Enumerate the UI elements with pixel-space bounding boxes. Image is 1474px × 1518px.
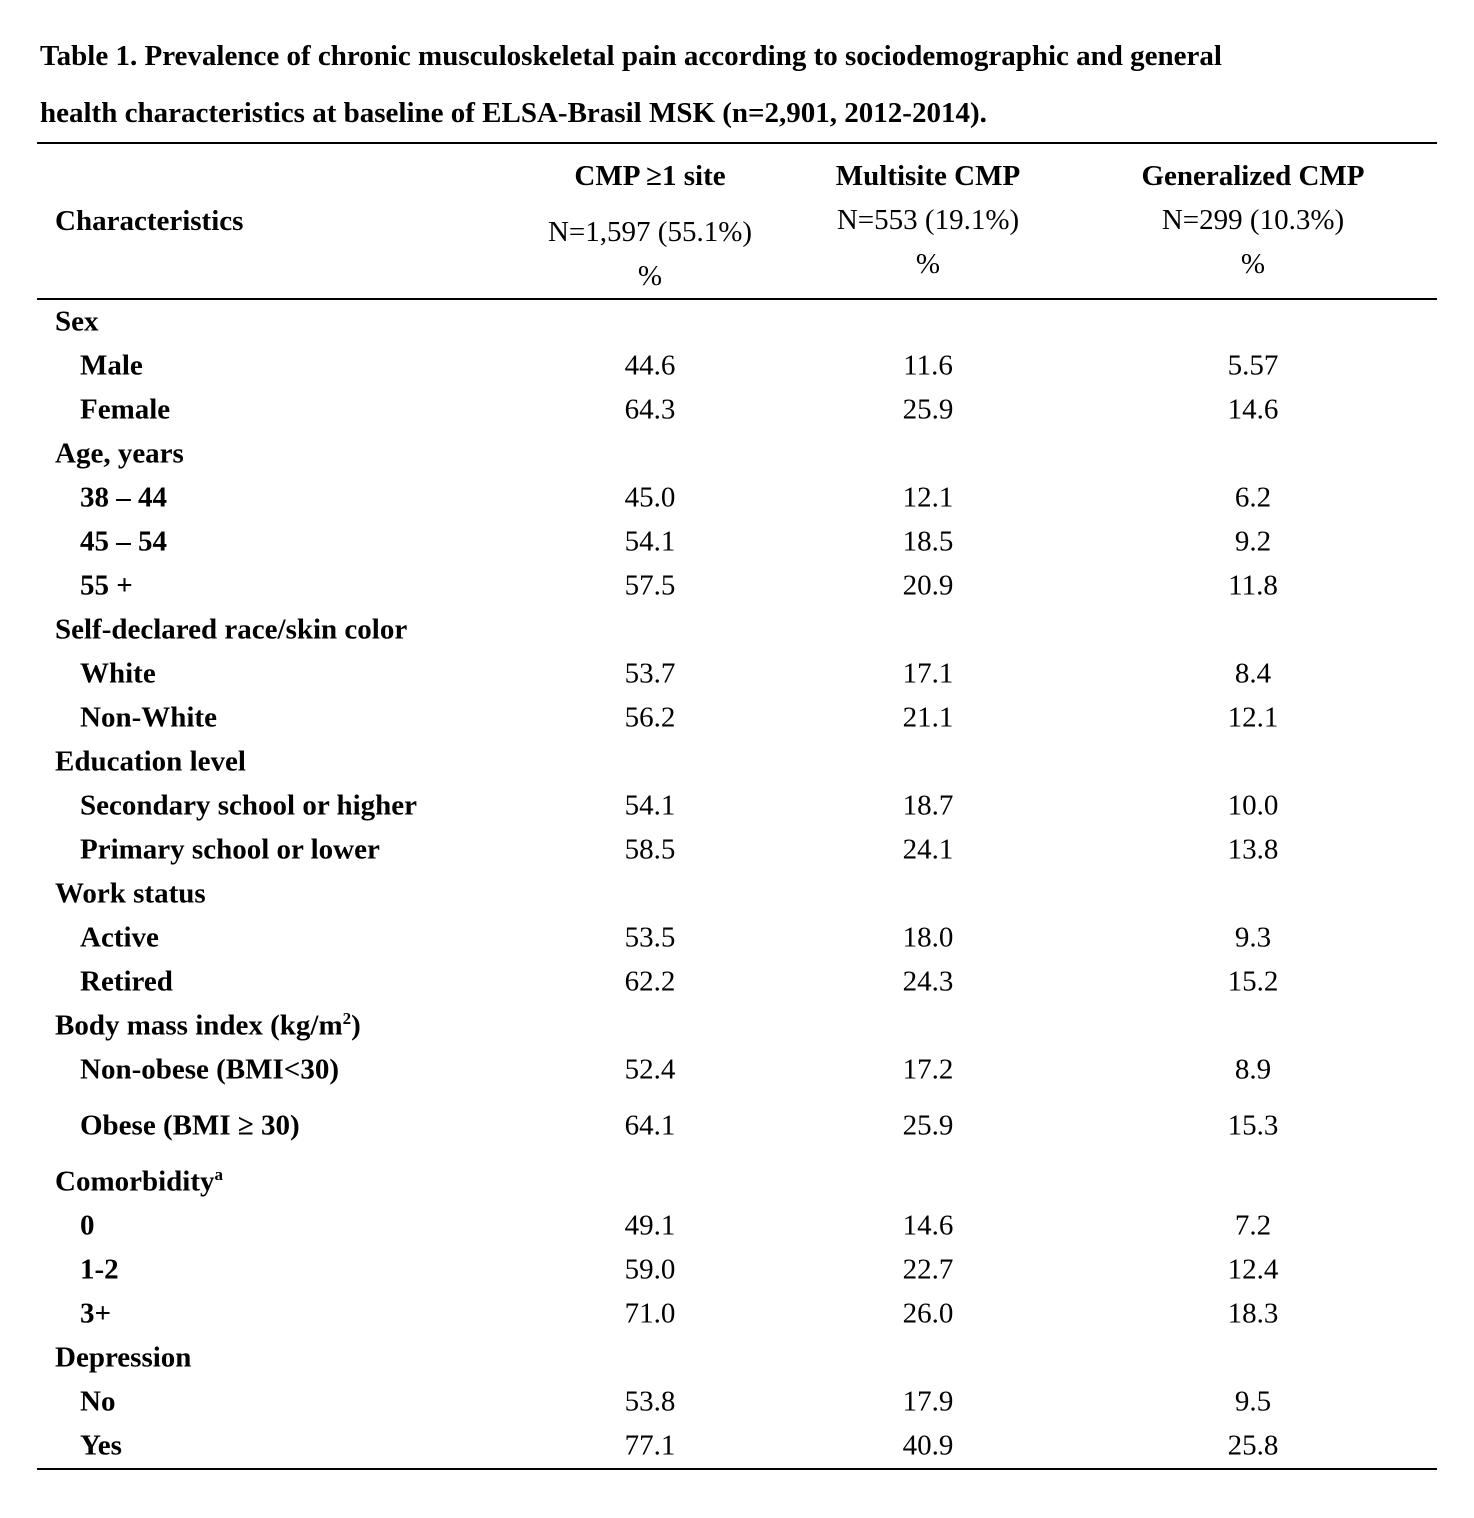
row-label-suffix: ) bbox=[351, 1009, 361, 1042]
multisite-cmp-value: 26.0 bbox=[902, 1297, 954, 1330]
cmp-1-site-value: 77.1 bbox=[624, 1429, 676, 1462]
row-label-text: Comorbidity bbox=[55, 1165, 215, 1198]
row-label-text: Yes bbox=[80, 1429, 122, 1462]
table-row bbox=[37, 652, 1437, 696]
generalized-cmp-value: 12.4 bbox=[1227, 1253, 1279, 1286]
column-name: Multisite CMP bbox=[835, 160, 1021, 192]
multisite-cmp-value: 20.9 bbox=[902, 569, 954, 602]
multisite-cmp-value: 22.7 bbox=[902, 1253, 954, 1286]
multisite-cmp-value: 25.9 bbox=[902, 393, 954, 426]
row-label bbox=[55, 746, 246, 779]
generalized-cmp-value: 9.3 bbox=[1234, 921, 1272, 954]
cmp-1-site-value: 71.0 bbox=[624, 1297, 676, 1330]
row-label-text: 1-2 bbox=[80, 1253, 119, 1286]
generalized-cmp-value: 7.2 bbox=[1234, 1209, 1272, 1242]
row-label bbox=[55, 1342, 191, 1375]
table-row bbox=[37, 344, 1437, 388]
group-header-row bbox=[37, 1336, 1437, 1380]
cmp-1-site-value: 53.8 bbox=[624, 1385, 676, 1418]
superscript: a bbox=[214, 1164, 223, 1184]
row-label-text: Secondary school or higher bbox=[80, 789, 417, 822]
cmp-1-site-value: 64.1 bbox=[624, 1109, 676, 1142]
header-cmp-1-site bbox=[500, 154, 800, 298]
title-line-2: health characteristics at baseline of ELSA-Brasil MSK (n=2,901, 2012-2014). bbox=[40, 97, 987, 129]
row-label-text: Age, years bbox=[55, 437, 184, 470]
multisite-cmp-value: 24.1 bbox=[902, 833, 954, 866]
row-label-text: Self-declared race/skin color bbox=[55, 613, 408, 646]
header-multisite-cmp bbox=[778, 154, 1078, 286]
row-label-text: Primary school or lower bbox=[80, 833, 380, 866]
table-row bbox=[37, 388, 1437, 432]
prevalence-table bbox=[37, 142, 1437, 1470]
table-row bbox=[37, 476, 1437, 520]
row-label-text: Work status bbox=[55, 877, 206, 910]
row-label-text: Depression bbox=[55, 1341, 192, 1374]
generalized-cmp-value: 11.8 bbox=[1228, 569, 1278, 602]
cmp-1-site-value: 49.1 bbox=[624, 1209, 676, 1242]
column-unit: % bbox=[637, 260, 663, 292]
column-unit: % bbox=[1240, 248, 1266, 280]
group-header-row bbox=[37, 1160, 1437, 1204]
generalized-cmp-value: 15.3 bbox=[1227, 1109, 1279, 1142]
generalized-cmp-value: 25.8 bbox=[1227, 1429, 1279, 1462]
table-body bbox=[37, 300, 1437, 1468]
row-label-text: Obese (BMI ≥ 30) bbox=[80, 1109, 300, 1142]
row-label-text: Non-obese (BMI<30) bbox=[80, 1053, 339, 1086]
column-n: N=553 (19.1%) bbox=[836, 204, 1020, 236]
row-label-text: Active bbox=[80, 921, 159, 954]
column-n: N=1,597 (55.1%) bbox=[547, 216, 753, 248]
multisite-cmp-value: 25.9 bbox=[902, 1109, 954, 1142]
table-row bbox=[37, 1248, 1437, 1292]
generalized-cmp-value: 12.1 bbox=[1227, 701, 1279, 734]
row-label-text: 38 – 44 bbox=[80, 481, 167, 514]
cmp-1-site-value: 58.5 bbox=[624, 833, 676, 866]
cmp-1-site-value: 64.3 bbox=[624, 393, 676, 426]
table-row bbox=[37, 1380, 1437, 1424]
cmp-1-site-value: 52.4 bbox=[624, 1053, 676, 1086]
row-label-text: Male bbox=[80, 349, 143, 382]
cmp-1-site-value: 56.2 bbox=[624, 701, 676, 734]
row-label-text: Sex bbox=[55, 305, 99, 338]
table-row bbox=[37, 1092, 1437, 1160]
row-label-text: Female bbox=[80, 393, 171, 426]
row-label bbox=[80, 966, 173, 999]
table-row bbox=[37, 1424, 1437, 1468]
row-label bbox=[80, 526, 167, 559]
generalized-cmp-value: 9.5 bbox=[1234, 1385, 1272, 1418]
row-label bbox=[55, 306, 99, 339]
row-label bbox=[80, 1054, 339, 1087]
bottom-rule bbox=[37, 1468, 1437, 1470]
row-label bbox=[80, 394, 170, 427]
cmp-1-site-value: 53.5 bbox=[624, 921, 676, 954]
row-label bbox=[55, 1166, 223, 1199]
generalized-cmp-value: 10.0 bbox=[1227, 789, 1279, 822]
row-label bbox=[55, 614, 407, 647]
row-label bbox=[80, 1386, 115, 1419]
multisite-cmp-value: 17.9 bbox=[902, 1385, 954, 1418]
row-label-text: 0 bbox=[80, 1209, 95, 1242]
generalized-cmp-value: 8.4 bbox=[1234, 657, 1272, 690]
header-generalized-cmp bbox=[1103, 154, 1403, 286]
cmp-1-site-value: 53.7 bbox=[624, 657, 676, 690]
generalized-cmp-value: 8.9 bbox=[1234, 1053, 1272, 1086]
multisite-cmp-value: 18.0 bbox=[902, 921, 954, 954]
row-label-text: Non-White bbox=[80, 701, 217, 734]
row-label bbox=[55, 438, 184, 471]
table-row bbox=[37, 564, 1437, 608]
cmp-1-site-value: 45.0 bbox=[624, 481, 676, 514]
group-header-row bbox=[37, 740, 1437, 784]
row-label bbox=[80, 1298, 111, 1331]
table-row bbox=[37, 784, 1437, 828]
multisite-cmp-value: 24.3 bbox=[902, 965, 954, 998]
row-label bbox=[80, 658, 156, 691]
cmp-1-site-value: 44.6 bbox=[624, 349, 676, 382]
multisite-cmp-value: 18.7 bbox=[902, 789, 954, 822]
row-label-text: Retired bbox=[80, 965, 173, 998]
generalized-cmp-value: 5.57 bbox=[1227, 349, 1279, 382]
table-row bbox=[37, 960, 1437, 1004]
table-row bbox=[37, 828, 1437, 872]
column-name: Generalized CMP bbox=[1141, 160, 1365, 192]
multisite-cmp-value: 40.9 bbox=[902, 1429, 954, 1462]
group-header-row bbox=[37, 300, 1437, 344]
row-label-text: Body mass index (kg/m bbox=[55, 1009, 343, 1042]
row-label bbox=[55, 878, 206, 911]
generalized-cmp-value: 6.2 bbox=[1234, 481, 1272, 514]
table-header bbox=[37, 144, 1437, 298]
cmp-1-site-value: 54.1 bbox=[624, 525, 676, 558]
generalized-cmp-value: 14.6 bbox=[1227, 393, 1279, 426]
table-row bbox=[37, 1048, 1437, 1092]
table-row bbox=[37, 696, 1437, 740]
multisite-cmp-value: 18.5 bbox=[902, 525, 954, 558]
generalized-cmp-value: 18.3 bbox=[1227, 1297, 1279, 1330]
row-label bbox=[80, 790, 417, 823]
column-unit: % bbox=[915, 248, 941, 280]
cmp-1-site-value: 62.2 bbox=[624, 965, 676, 998]
multisite-cmp-value: 21.1 bbox=[902, 701, 954, 734]
group-header-row bbox=[37, 872, 1437, 916]
generalized-cmp-value: 9.2 bbox=[1234, 525, 1272, 558]
row-label-text: 3+ bbox=[80, 1297, 112, 1330]
row-label bbox=[80, 1110, 300, 1143]
multisite-cmp-value: 17.1 bbox=[902, 657, 954, 690]
column-name: CMP ≥1 site bbox=[574, 160, 726, 192]
multisite-cmp-value: 12.1 bbox=[902, 481, 954, 514]
cmp-1-site-value: 54.1 bbox=[624, 789, 676, 822]
multisite-cmp-value: 11.6 bbox=[903, 349, 953, 382]
row-label bbox=[55, 1010, 361, 1043]
group-header-row bbox=[37, 608, 1437, 652]
row-label bbox=[80, 570, 133, 603]
generalized-cmp-value: 15.2 bbox=[1227, 965, 1279, 998]
multisite-cmp-value: 17.2 bbox=[902, 1053, 954, 1086]
row-label-text: 45 – 54 bbox=[80, 525, 167, 558]
row-label-text: No bbox=[80, 1385, 116, 1418]
cmp-1-site-value: 57.5 bbox=[624, 569, 676, 602]
title-line-1: Table 1. Prevalence of chronic musculoskeletal pain according to sociodemographic and general bbox=[40, 40, 1222, 72]
table-row bbox=[37, 520, 1437, 564]
row-label bbox=[80, 1210, 95, 1243]
row-label bbox=[80, 834, 380, 867]
generalized-cmp-value: 13.8 bbox=[1227, 833, 1279, 866]
row-label bbox=[80, 350, 143, 383]
row-label-text: 55 + bbox=[80, 569, 133, 602]
row-label-text: White bbox=[80, 657, 156, 690]
column-n: N=299 (10.3%) bbox=[1161, 204, 1345, 236]
row-label bbox=[80, 922, 159, 955]
table-row bbox=[37, 916, 1437, 960]
table-row bbox=[37, 1204, 1437, 1248]
row-label bbox=[80, 1430, 122, 1463]
row-label bbox=[80, 482, 167, 515]
table-title bbox=[40, 28, 1440, 142]
table-row bbox=[37, 1292, 1437, 1336]
row-label-text: Education level bbox=[55, 745, 246, 778]
header-characteristics: Characteristics bbox=[55, 205, 244, 237]
cmp-1-site-value: 59.0 bbox=[624, 1253, 676, 1286]
group-header-row bbox=[37, 1004, 1437, 1048]
group-header-row bbox=[37, 432, 1437, 476]
row-label bbox=[80, 702, 217, 735]
superscript: 2 bbox=[342, 1008, 352, 1028]
multisite-cmp-value: 14.6 bbox=[902, 1209, 954, 1242]
row-label bbox=[80, 1254, 119, 1287]
